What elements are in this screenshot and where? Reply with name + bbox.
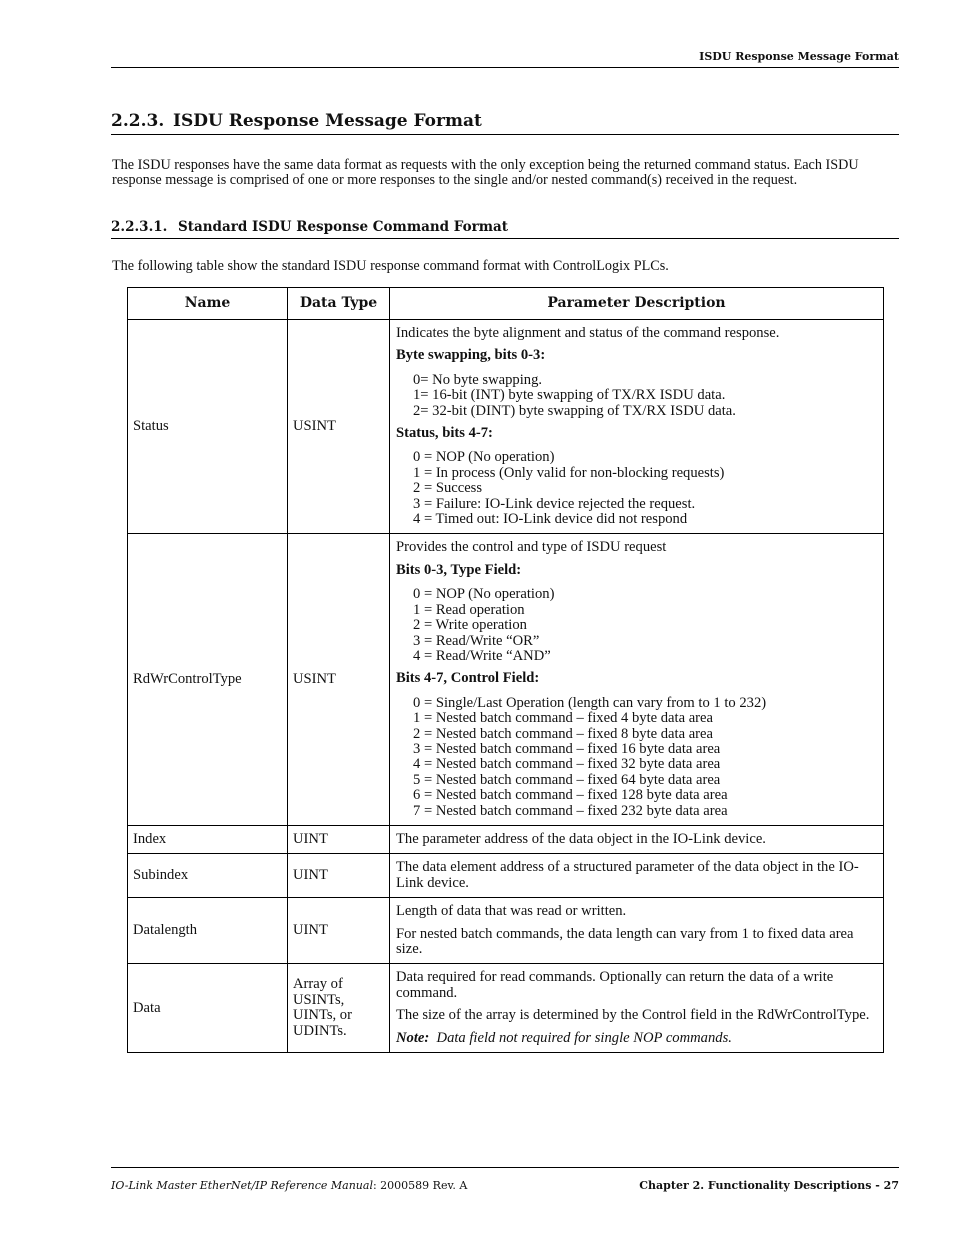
table-row-index: [128, 825, 884, 853]
list-item: 0 = Single/Last Operation (length can vary from to 1 to 232): [413, 694, 767, 711]
subsection-heading: [111, 219, 899, 239]
list-item: 3 = Nested batch command – fixed 16 byte data area: [413, 740, 721, 757]
column-header-name: Name: [128, 288, 288, 320]
list-item: 1 = In process (Only valid for non-blocking requests): [413, 464, 725, 481]
parameter-table: [127, 287, 884, 1053]
list-item: 2 = Write operation: [413, 617, 527, 634]
cell-description: [390, 854, 884, 898]
cell-data-type: UINT: [288, 825, 390, 853]
cell-description: [390, 320, 884, 534]
cell-name: Status: [128, 320, 288, 534]
manual-title: IO-Link Master EtherNet/IP Reference Manual: [111, 1179, 373, 1192]
byte-swapping-list: [396, 373, 878, 419]
note-text: Data field not required for single NOP commands.: [436, 1029, 732, 1046]
section-title: ISDU Response Message Format: [173, 111, 482, 131]
list-item: 1 = Nested batch command – fixed 4 byte data area: [413, 710, 713, 727]
list-item: 4 = Timed out: IO-Link device did not respond: [413, 511, 688, 528]
column-header-data-type: Data Type: [288, 288, 390, 320]
table-row-subindex: [128, 854, 884, 898]
control-field-list: [396, 696, 878, 819]
description-text: The parameter address of the data object in the IO-Link device.: [396, 830, 766, 847]
description-text: The data element address of a structured parameter of the data object in the IO-Link device.: [396, 859, 859, 891]
cell-description: [390, 964, 884, 1053]
table-header-row: [128, 288, 884, 320]
cell-name: Data: [128, 964, 288, 1053]
cell-data-type: USINT: [288, 320, 390, 534]
cell-name: Datalength: [128, 898, 288, 964]
type-field-label: Bits 0-3, Type Field:: [396, 561, 522, 578]
list-item: 4 = Nested batch command – fixed 32 byte data area: [413, 756, 721, 773]
cell-data-type: USINT: [288, 534, 390, 826]
subsection-title: Standard ISDU Response Command Format: [178, 219, 509, 235]
list-item: 2 = Nested batch command – fixed 8 byte data area: [413, 725, 713, 742]
header-rule: [111, 67, 899, 68]
list-item: 6 = Nested batch command – fixed 128 byte data area: [413, 787, 728, 804]
section-intro: The ISDU responses have the same data format as requests with the only exception being the returned command status. Each ISDU response message is comprised of one or more responses to the single and/or nested command(s) received in the request.: [112, 157, 859, 189]
byte-swapping-label: Byte swapping, bits 0-3:: [396, 347, 546, 364]
list-item: 1= 16-bit (INT) byte swapping of TX/RX ISDU data.: [413, 387, 726, 404]
note-label: Note:: [396, 1029, 430, 1046]
note: [396, 1031, 878, 1046]
table-row-status: [128, 320, 884, 534]
running-header: ISDU Response Message Format: [699, 50, 899, 63]
description-lead: Provides the control and type of ISDU request: [396, 539, 667, 556]
subsection-number: 2.2.3.1.: [111, 219, 168, 235]
footer-chapter-page: Chapter 2. Functionality Descriptions - 27: [639, 1179, 899, 1192]
table-intro: The following table show the standard ISDU response command format with ControlLogix PLCs.: [112, 258, 669, 274]
column-header-parameter-description: Parameter Description: [390, 288, 884, 320]
description-text: For nested batch commands, the data length can vary from 1 to fixed data area size.: [396, 925, 854, 957]
description-text: Length of data that was read or written.: [396, 903, 627, 920]
cell-name: Index: [128, 825, 288, 853]
cell-data-type: Array of USINTs, UINTs, or UDINTs.: [288, 964, 390, 1053]
list-item: 0 = NOP (No operation): [413, 586, 555, 603]
table-row-datalength: [128, 898, 884, 964]
status-bits-list: [396, 450, 878, 527]
footer-rule: [111, 1167, 899, 1168]
list-item: 3 = Failure: IO-Link device rejected the request.: [413, 495, 696, 512]
description-text: The size of the array is determined by the Control field in the RdWrControlType.: [396, 1007, 870, 1024]
table-row-rdwrcontroltype: [128, 534, 884, 826]
cell-name: Subindex: [128, 854, 288, 898]
control-field-label: Bits 4-7, Control Field:: [396, 670, 540, 687]
footer-manual-reference: [111, 1179, 467, 1192]
cell-description: [390, 534, 884, 826]
list-item: 2= 32-bit (DINT) byte swapping of TX/RX ISDU data.: [413, 402, 736, 419]
cell-description: [390, 825, 884, 853]
table-row-data: [128, 964, 884, 1053]
section-heading: [111, 111, 899, 135]
status-bits-label: Status, bits 4-7:: [396, 425, 493, 442]
description-text: Data required for read commands. Optionally can return the data of a write command.: [396, 969, 834, 1001]
list-item: 0 = NOP (No operation): [413, 449, 555, 466]
list-item: 2 = Success: [413, 480, 483, 497]
list-item: 4 = Read/Write “AND”: [413, 647, 551, 664]
doc-id: : 2000589 Rev. A: [372, 1179, 468, 1192]
list-item: 1 = Read operation: [413, 601, 525, 618]
cell-name: RdWrControlType: [128, 534, 288, 826]
cell-data-type: UINT: [288, 898, 390, 964]
list-item: 7 = Nested batch command – fixed 232 byte data area: [413, 802, 728, 819]
cell-data-type: UINT: [288, 854, 390, 898]
description-lead: Indicates the byte alignment and status of the command response.: [396, 325, 780, 341]
cell-description: [390, 898, 884, 964]
type-field-list: [396, 587, 878, 664]
section-number: 2.2.3.: [111, 111, 165, 131]
list-item: 5 = Nested batch command – fixed 64 byte data area: [413, 771, 721, 788]
list-item: 3 = Read/Write “OR”: [413, 632, 540, 649]
list-item: 0= No byte swapping.: [413, 371, 543, 388]
